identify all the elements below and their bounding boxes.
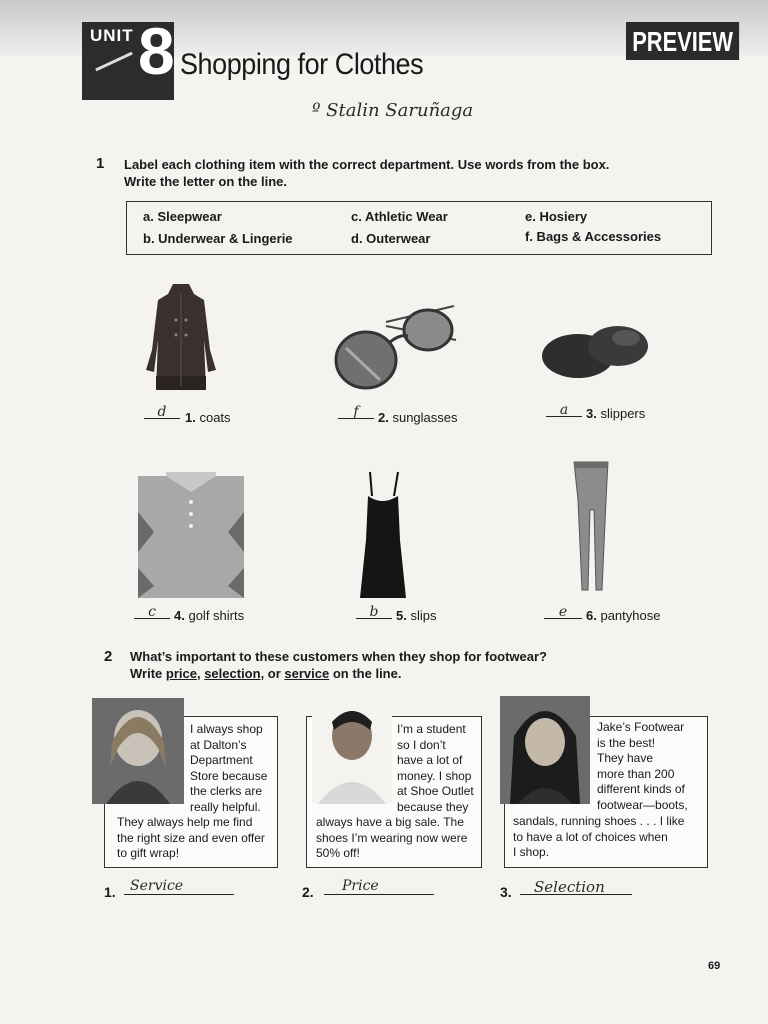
- word-box: [126, 201, 712, 255]
- item-6-answer: e: [558, 604, 568, 620]
- unit-label: UNIT: [90, 26, 134, 45]
- customer-1-quote-top: [190, 722, 267, 815]
- item-4-text: golf shirts: [188, 608, 245, 623]
- quote-line: at Shoe Outlet: [397, 784, 474, 798]
- customer-2-photo: [312, 700, 392, 804]
- answer-2-value: Price: [342, 878, 379, 894]
- quote-line: footwear—boots,: [597, 797, 688, 812]
- unit-decoration: [95, 52, 133, 72]
- quote-line: shoes I’m wearing now were: [316, 830, 468, 845]
- quote-line: more than 200: [597, 766, 675, 781]
- item-5-blank[interactable]: [356, 604, 392, 619]
- answer-2-number: 2.: [302, 884, 314, 900]
- item-1-answer: d: [157, 404, 167, 420]
- customer-2-quote-top: [397, 722, 474, 815]
- page-title: Shopping for Clothes: [180, 48, 424, 81]
- quote-line: the right size and even offer: [117, 830, 265, 845]
- quote-line: I shop.: [513, 845, 550, 859]
- quote-line: at Dalton’s: [190, 737, 247, 752]
- answer-1-number: 1.: [104, 884, 116, 900]
- word-service: service: [284, 666, 330, 681]
- answer-3-number: 3.: [500, 884, 512, 900]
- answer-3-value: Selection: [534, 878, 605, 896]
- item-5-number: 5.: [396, 608, 407, 623]
- item-4-label: [174, 608, 244, 623]
- item-3-answer: a: [559, 402, 569, 418]
- instruction-pre: Write: [130, 666, 166, 681]
- option-f: f. Bags & Accessories: [525, 229, 662, 244]
- customer-3-quote-bottom: [513, 814, 684, 861]
- item-1-blank[interactable]: [144, 404, 180, 419]
- unit-number: 8: [138, 14, 175, 88]
- item-2-blank[interactable]: [338, 404, 374, 419]
- item-4-answer: c: [148, 604, 156, 620]
- customer-2-quote-bottom: [316, 815, 467, 862]
- option-d: d. Outerwear: [351, 231, 431, 246]
- item-5-text: slips: [410, 608, 437, 623]
- quote-line: is the best!: [597, 735, 656, 750]
- quote-line: 50% off!: [316, 846, 360, 860]
- customer-1-quote-bottom: [117, 815, 265, 862]
- item-4-number: 4.: [174, 608, 185, 623]
- item-5-label: [396, 608, 436, 623]
- quote-line: money. I shop: [397, 768, 472, 783]
- golf-shirt-image: [136, 472, 246, 600]
- option-c: c. Athletic Wear: [351, 209, 448, 224]
- item-3-number: 3.: [586, 406, 597, 421]
- quote-line: to gift wrap!: [117, 846, 180, 860]
- customer-3-quote-top: [597, 720, 688, 813]
- answer-1-value: Service: [130, 878, 184, 894]
- word-price: price: [165, 666, 197, 681]
- customer-3-photo: [500, 696, 590, 804]
- option-a: a. Sleepwear: [143, 209, 222, 224]
- word-selection: selection: [204, 666, 261, 681]
- quote-line: so I don’t: [397, 737, 446, 752]
- section-2-number: 2: [104, 648, 113, 665]
- item-3-label: [586, 406, 645, 421]
- item-1-text: coats: [199, 410, 231, 425]
- answer-2-blank[interactable]: [324, 878, 434, 895]
- quote-line: really helpful.: [190, 799, 261, 814]
- section-1-instruction-line1: Label each clothing item with the correct department. Use words from the box.: [124, 157, 610, 172]
- item-3-text: slippers: [600, 406, 646, 421]
- quote-line: have a lot of: [397, 753, 463, 767]
- instruction-sep2: , or: [260, 666, 285, 681]
- quote-line: sandals, running shoes . . . I like: [513, 814, 685, 828]
- section-2-instruction-line2: [130, 665, 401, 682]
- answer-3-blank[interactable]: [520, 878, 632, 895]
- quote-line: the clerks are: [190, 784, 263, 798]
- instruction-post: on the line.: [329, 666, 402, 681]
- pantyhose-image: [570, 460, 614, 600]
- item-4-blank[interactable]: [134, 604, 170, 619]
- quote-line: always have a big sale. The: [316, 815, 464, 829]
- quote-line: to have a lot of choices when: [513, 829, 668, 844]
- slip-image: [356, 470, 408, 600]
- section-1-number: 1: [96, 155, 105, 172]
- quote-line: I’m a student: [397, 722, 466, 736]
- section-1-instruction-line2: Write the letter on the line.: [124, 174, 288, 189]
- option-b: b. Underwear & Lingerie: [143, 231, 293, 246]
- item-2-answer: f: [353, 404, 359, 420]
- item-6-number: 6.: [586, 608, 597, 623]
- quote-line: Store because: [190, 768, 268, 783]
- item-1-label: [185, 410, 231, 425]
- option-e: e. Hosiery: [525, 209, 588, 224]
- item-2-text: sunglasses: [392, 410, 458, 425]
- quote-line: They have: [597, 751, 654, 765]
- item-6-label: [586, 608, 660, 623]
- quote-line: because they: [397, 799, 469, 814]
- quote-line: different kinds of: [597, 782, 685, 796]
- item-2-number: 2.: [378, 410, 389, 425]
- quote-line: Jake’s Footwear: [597, 720, 685, 734]
- item-6-text: pantyhose: [600, 608, 661, 623]
- item-6-blank[interactable]: [544, 604, 582, 619]
- item-1-number: 1.: [185, 410, 196, 425]
- page-number: 69: [708, 960, 721, 972]
- quote-line: I always shop: [190, 722, 263, 736]
- instruction-sep1: ,: [196, 666, 205, 681]
- slippers-image: [540, 320, 652, 384]
- item-2-label: [378, 410, 458, 425]
- answer-1-blank[interactable]: [124, 878, 234, 895]
- sunglasses-image: [330, 300, 460, 400]
- coat-image: [138, 280, 224, 400]
- quote-line: Department: [190, 753, 253, 767]
- student-name: º Stalin Saruñaga: [312, 100, 474, 121]
- item-3-blank[interactable]: [546, 402, 582, 417]
- item-5-answer: b: [369, 604, 379, 620]
- unit-badge: [82, 14, 175, 100]
- quote-line: They always help me find: [117, 815, 253, 829]
- customer-1-photo: [92, 698, 184, 804]
- section-2-instruction-line1: What’s important to these customers when they shop for footwear?: [130, 649, 548, 664]
- preview-badge: PREVIEW: [626, 22, 739, 60]
